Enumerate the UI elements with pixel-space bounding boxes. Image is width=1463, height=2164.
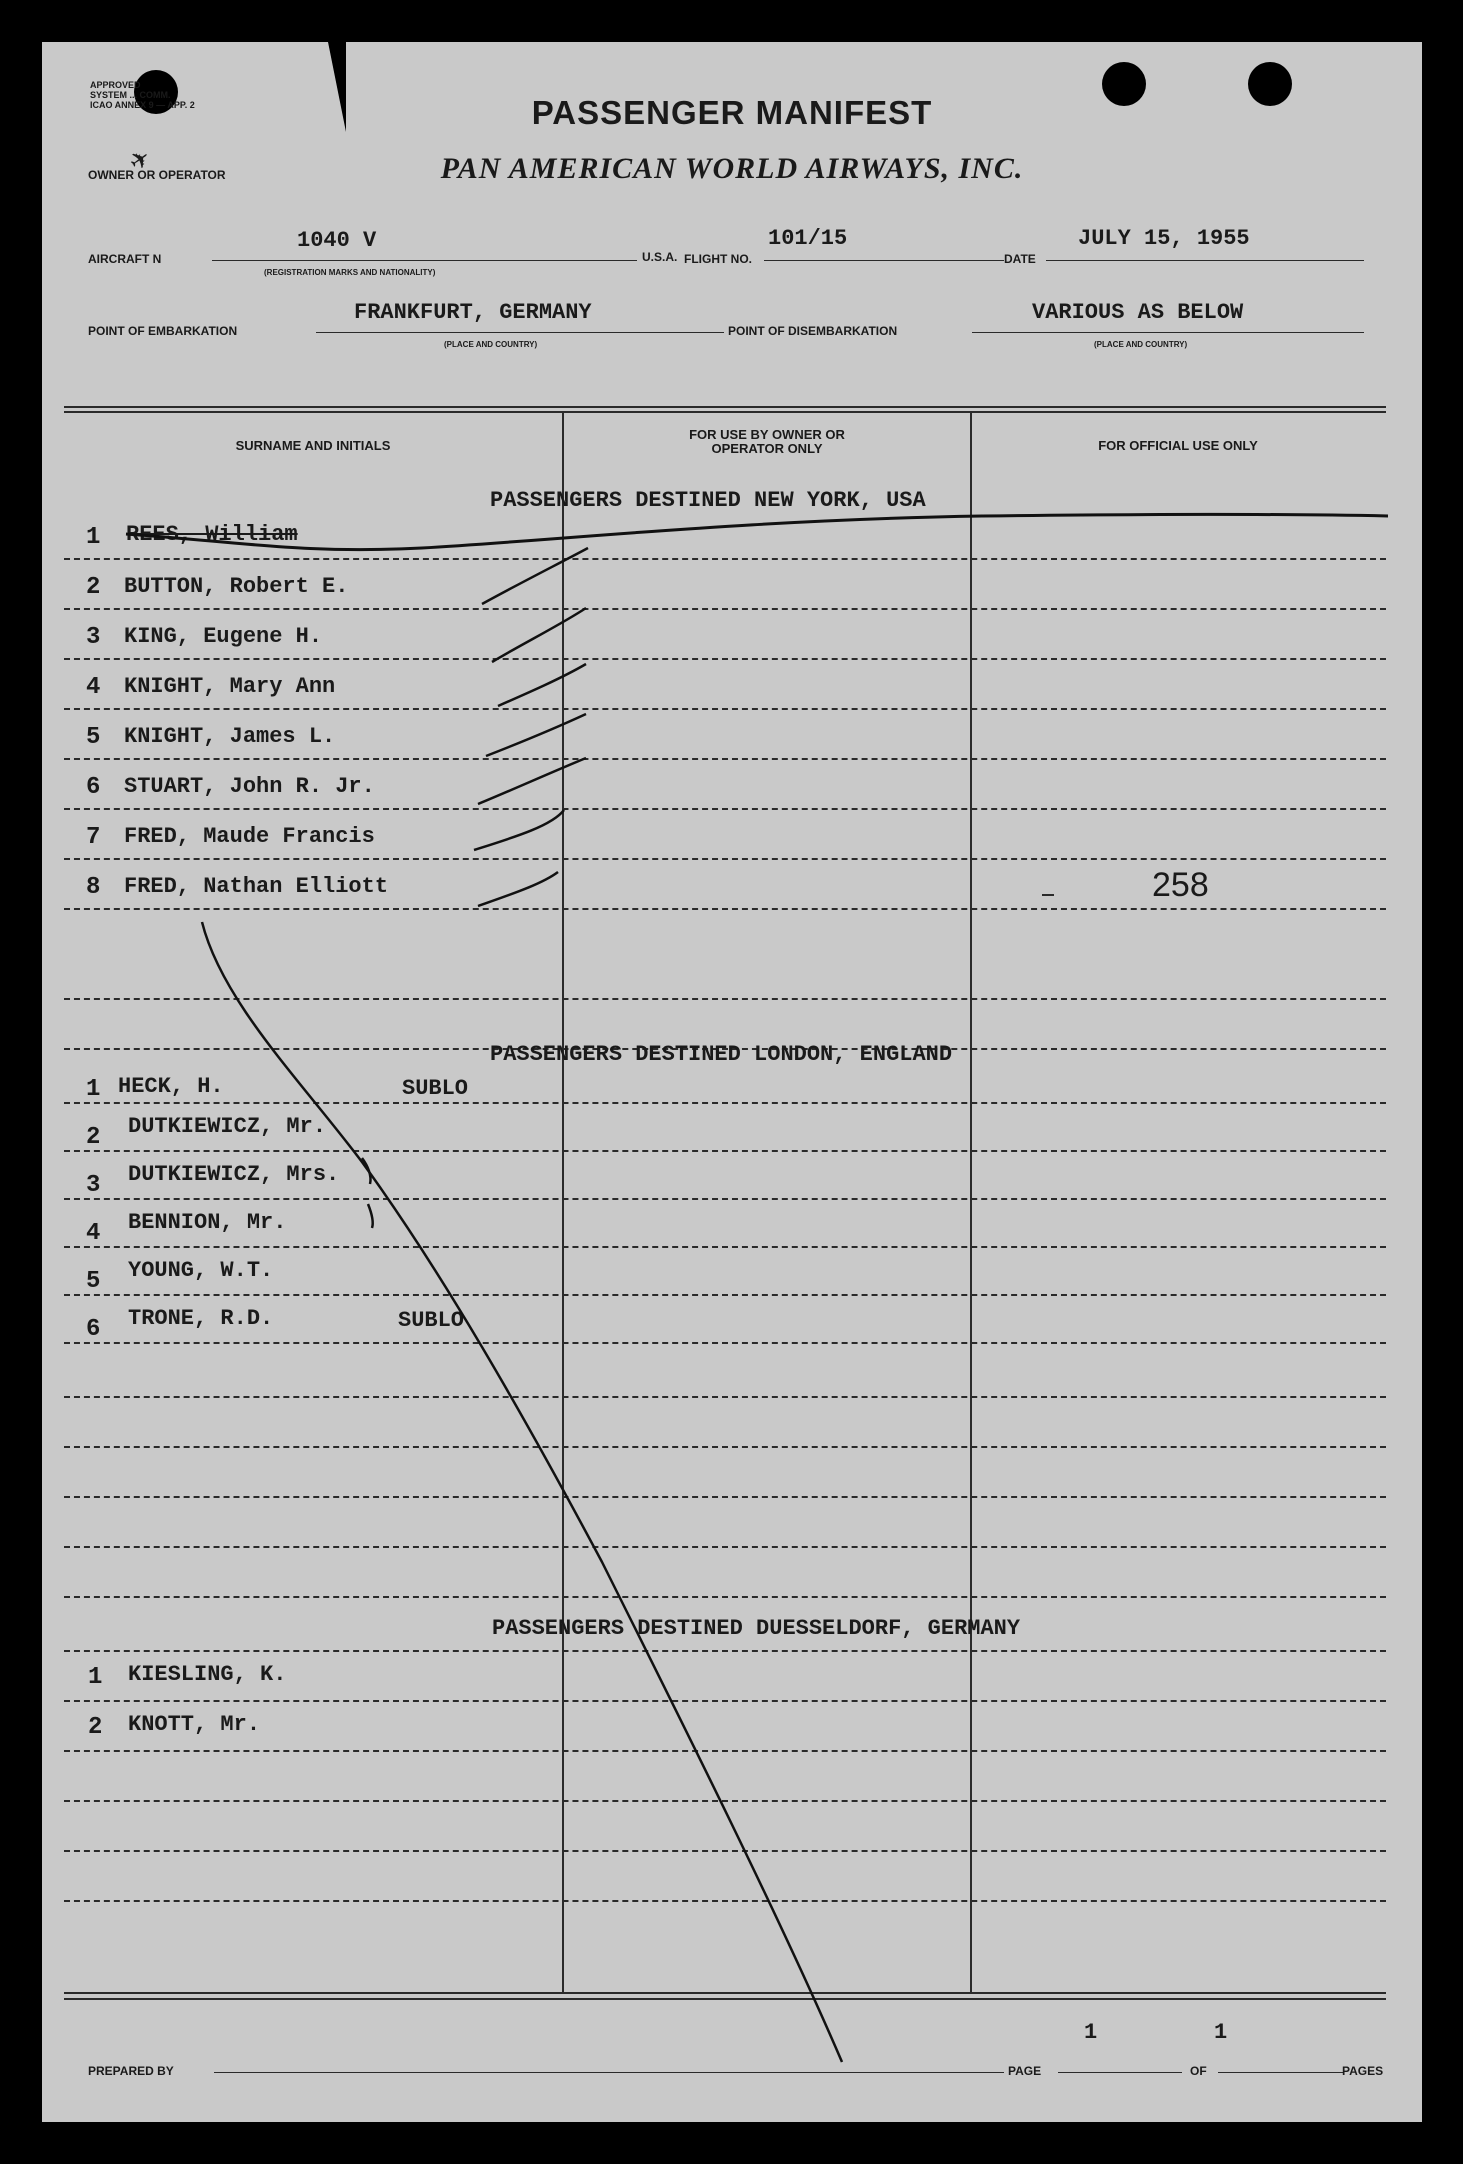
- passenger-name: BUTTON, Robert E.: [124, 574, 349, 599]
- flight-label: FLIGHT NO.: [684, 252, 752, 266]
- row-number: 4: [86, 1220, 101, 1247]
- aircraft-label: AIRCRAFT N: [88, 252, 162, 266]
- embarkation-label: POINT OF EMBARKATION: [88, 324, 238, 338]
- date-label: DATE: [1004, 252, 1036, 266]
- passenger-note: SUBLO: [398, 1308, 465, 1333]
- passenger-name: FRED, Maude Francis: [124, 824, 375, 849]
- disembarkation-sublabel: (PLACE AND COUNTRY): [1094, 340, 1188, 349]
- of-label: OF: [1190, 2064, 1207, 2078]
- disembarkation-label: POINT OF DISEMBARKATION: [728, 324, 898, 338]
- page-value: 1: [1084, 2020, 1098, 2045]
- country-label: U.S.A.: [642, 250, 678, 264]
- page-title: PASSENGER MANIFEST: [531, 94, 933, 131]
- passenger-name: HECK, H.: [118, 1074, 224, 1099]
- embarkation-sublabel: (PLACE AND COUNTRY): [444, 340, 538, 349]
- row-number: 1: [86, 524, 101, 551]
- row-number: 7: [86, 824, 101, 851]
- prepared-by-label: PREPARED BY: [88, 2064, 174, 2078]
- pages-value: 1: [1214, 2020, 1228, 2045]
- row-number: 5: [86, 1268, 101, 1295]
- date-value: JULY 15, 1955: [1078, 226, 1250, 251]
- official-handwritten-number: 258: [1152, 866, 1209, 904]
- form-ref-line3: ICAO ANNEX 9 — APP. 2: [90, 100, 195, 110]
- passenger-name: KIESLING, K.: [128, 1662, 287, 1687]
- passenger-name: KNOTT, Mr.: [128, 1712, 261, 1737]
- manifest-sheet: [42, 42, 1422, 2122]
- row-number: 3: [86, 624, 101, 651]
- passenger-name: BENNION, Mr.: [128, 1210, 287, 1235]
- row-number: 5: [86, 724, 101, 751]
- pen-marks: [42, 42, 1422, 2122]
- passenger-name: KNIGHT, Mary Ann: [124, 674, 336, 699]
- row-number: 3: [86, 1172, 101, 1199]
- form-ref-line2: SYSTEM ... COMM.: [90, 90, 171, 100]
- row-number: 6: [86, 774, 101, 801]
- owner-label: OWNER OR OPERATOR: [88, 168, 226, 182]
- passenger-name: FRED, Nathan Elliott: [124, 874, 389, 899]
- row-number: 4: [86, 674, 101, 701]
- section-heading-london: PASSENGERS DESTINED LONDON, ENGLAND: [490, 1042, 953, 1067]
- airplane-icon: ✈: [123, 142, 157, 178]
- disembarkation-value: VARIOUS AS BELOW: [1032, 300, 1244, 325]
- section-heading-duesseldorf: PASSENGERS DESTINED DUESSELDORF, GERMANY: [492, 1616, 1021, 1641]
- flight-value: 101/15: [768, 226, 848, 251]
- embarkation-value: FRANKFURT, GERMANY: [354, 300, 592, 325]
- column-header-surname: SURNAME AND INITIALS: [235, 438, 391, 453]
- pages-label: PAGES: [1342, 2064, 1384, 2078]
- passenger-note: SUBLO: [402, 1076, 469, 1101]
- passenger-name: KING, Eugene H.: [124, 624, 323, 649]
- passenger-name: DUTKIEWICZ, Mr.: [128, 1114, 327, 1139]
- passenger-name-struck: REES, William: [126, 522, 298, 547]
- row-number: 6: [86, 1316, 101, 1343]
- row-number: 1: [86, 1076, 101, 1103]
- check-marks: [362, 548, 588, 1228]
- company-name: PAN AMERICAN WORLD AIRWAYS, INC.: [440, 152, 1024, 185]
- row-number: 2: [88, 1714, 103, 1741]
- strike-through-line: [126, 515, 1388, 550]
- section-heading-new-york: PASSENGERS DESTINED NEW YORK, USA: [490, 488, 926, 513]
- passenger-name: KNIGHT, James L.: [124, 724, 336, 749]
- row-number: 2: [86, 1124, 101, 1151]
- passenger-name: DUTKIEWICZ, Mrs.: [128, 1162, 340, 1187]
- passenger-name: STUART, John R. Jr.: [124, 774, 375, 799]
- passenger-name: TRONE, R.D.: [128, 1306, 274, 1331]
- diagonal-pen-line: [202, 922, 842, 2062]
- row-number: 1: [88, 1664, 103, 1691]
- column-header-official-use: FOR OFFICIAL USE ONLY: [1098, 438, 1258, 453]
- page-label: PAGE: [1008, 2064, 1042, 2078]
- column-header-owner-use: FOR USE BY OWNER OR OPERATOR ONLY: [689, 427, 845, 456]
- aircraft-value: 1040 V: [297, 228, 377, 253]
- passenger-name: YOUNG, W.T.: [128, 1258, 274, 1283]
- form-ref-line1: APPROVED: [90, 80, 141, 90]
- row-number: 2: [86, 574, 101, 601]
- row-number: 8: [86, 874, 101, 901]
- aircraft-sublabel: (REGISTRATION MARKS AND NATIONALITY): [264, 268, 436, 277]
